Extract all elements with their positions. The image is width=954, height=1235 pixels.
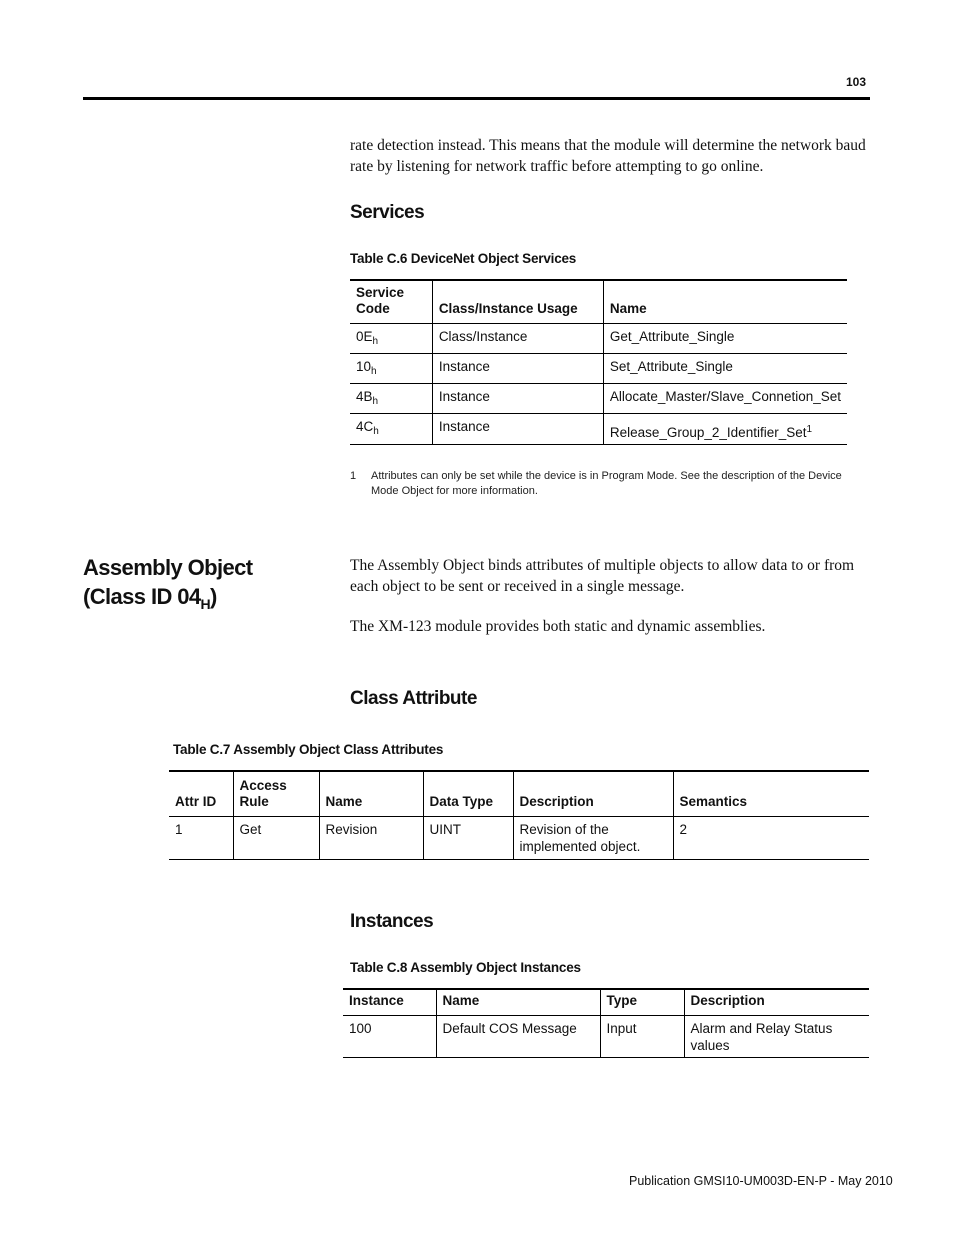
col-header-type: Type <box>600 989 684 1016</box>
type-cell: Input <box>600 1016 684 1058</box>
table-row <box>343 1016 869 1058</box>
name-cell: Default COS Message <box>436 1016 600 1058</box>
col-header-data-type: Data Type <box>423 771 513 816</box>
col-header-name: Name <box>603 280 847 323</box>
usage-cell: Class/Instance <box>432 323 603 353</box>
footnote-text: Attributes can only be set while the device is in Program Mode. See the description of the Device Mode Object for more information. <box>371 470 842 497</box>
publication-footer: Publication GMSI10-UM003D-EN-P - May 2010 <box>629 1174 893 1188</box>
table-c6-caption: Table C.6 DeviceNet Object Services <box>350 251 577 266</box>
table-c7-caption: Table C.7 Assembly Object Class Attributes <box>173 742 444 757</box>
table-row <box>350 413 847 444</box>
name-cell: Set_Attribute_Single <box>603 353 847 383</box>
col-header-name: Name <box>319 771 423 816</box>
name-cell: Release_Group_2_Identifier_Set$^1$ <box>603 413 847 444</box>
instances-table <box>343 988 869 1058</box>
type-cell: UINT <box>423 816 513 859</box>
class-attributes-table <box>169 770 869 860</box>
page-number: 103 <box>846 75 867 89</box>
table-row <box>350 383 847 413</box>
header-rule <box>83 97 870 100</box>
col-header-attr-id: Attr ID <box>169 771 233 816</box>
assembly-object-heading <box>83 553 323 619</box>
col-header-semantics: Semantics <box>673 771 869 816</box>
col-header-access-rule: Access Rule <box>233 771 319 816</box>
name-cell: Allocate_Master/Slave_Connetion_Set <box>603 383 847 413</box>
table-row <box>350 323 847 353</box>
service-code: $0E_h$ <box>350 323 432 353</box>
col-header-name: Name <box>436 989 600 1016</box>
description-cell: Revision of the implemented object. <box>513 816 673 859</box>
heading-line-1: Assembly Object <box>83 555 253 580</box>
col-header-instance: Instance <box>343 989 436 1016</box>
name-cell: Revision <box>319 816 423 859</box>
assembly-paragraph-2: The XM-123 module provides both static and dynamic assemblies. <box>350 618 766 635</box>
attr-id-cell: 1 <box>169 816 233 859</box>
table-c8-caption: Table C.8 Assembly Object Instances <box>350 960 581 975</box>
instances-heading: Instances <box>350 911 434 932</box>
service-code: $4C_h$ <box>350 413 432 444</box>
usage-cell: Instance <box>432 413 603 444</box>
description-cell: Alarm and Relay Status values <box>684 1016 869 1058</box>
services-heading: Services <box>350 202 425 223</box>
semantics-cell: 2 <box>673 816 869 859</box>
heading-line-2: (Class ID $04_H$) <box>83 584 217 612</box>
usage-cell: Instance <box>432 353 603 383</box>
intro-paragraph: rate detection instead. This means that the module will determine the network baud rate by listening for network traffic before attempting to go online. <box>350 137 866 175</box>
usage-cell: Instance <box>432 383 603 413</box>
col-header-service-code: Service Code <box>350 280 432 323</box>
class-attribute-heading: Class Attribute <box>350 688 477 709</box>
services-table <box>350 279 847 445</box>
col-header-description: Description <box>513 771 673 816</box>
name-cell: Get_Attribute_Single <box>603 323 847 353</box>
col-header-usage: Class/Instance Usage <box>432 280 603 323</box>
service-code: $4B_h$ <box>350 383 432 413</box>
access-cell: Get <box>233 816 319 859</box>
footnote-number: 1 <box>350 470 357 482</box>
col-header-description: Description <box>684 989 869 1016</box>
table-row <box>350 353 847 383</box>
assembly-paragraph-1: The Assembly Object binds attributes of multiple objects to allow data to or from each object to be sent or received in a single message. <box>350 557 855 595</box>
service-code: $10_h$ <box>350 353 432 383</box>
table-row <box>169 816 869 859</box>
instance-cell: 100 <box>343 1016 436 1058</box>
